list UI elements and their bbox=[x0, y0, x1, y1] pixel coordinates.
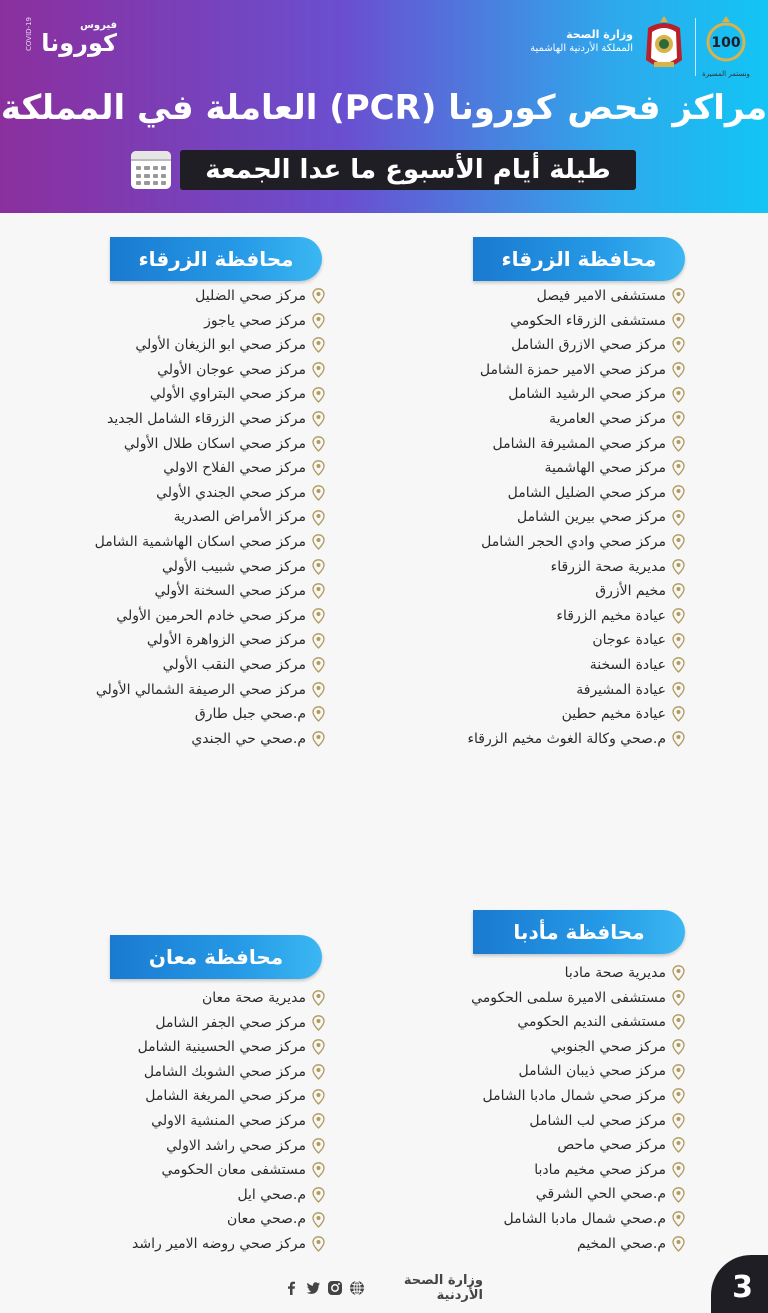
list-item-label: مركز صحي الحسينية الشامل bbox=[137, 1039, 306, 1056]
location-pin-icon bbox=[312, 1015, 325, 1031]
location-pin-icon bbox=[672, 706, 685, 722]
list-item-label: مركز صحي ياجوز bbox=[204, 312, 306, 329]
list-item bbox=[132, 1060, 325, 1085]
page-title: مراكز فحص كورونا (PCR) العاملة في المملكة bbox=[0, 88, 768, 128]
list-item bbox=[467, 309, 685, 334]
list-item bbox=[467, 382, 685, 407]
list-item bbox=[467, 604, 685, 629]
location-pin-icon bbox=[672, 990, 685, 1006]
section-heading-zarqa-1: محافظة الزرقاء bbox=[473, 237, 685, 281]
list-item-label: مستشفى الاميرة سلمى الحكومي bbox=[471, 989, 666, 1006]
location-pin-icon bbox=[312, 534, 325, 550]
location-pin-icon bbox=[672, 436, 685, 452]
list-item-label: مركز صحي ماحص bbox=[557, 1137, 666, 1154]
list-item bbox=[467, 628, 685, 653]
footer bbox=[283, 1273, 483, 1303]
location-pin-icon bbox=[672, 965, 685, 981]
list-item-label: م.صحي وكالة الغوث مخيم الزرقاء bbox=[467, 730, 666, 747]
list-item-label: مركز صحي شبيب الأولي bbox=[161, 558, 306, 575]
list-item-label: مديرية صحة مادبا bbox=[564, 965, 666, 981]
list-item bbox=[471, 1158, 685, 1183]
facebook-icon[interactable] bbox=[283, 1280, 299, 1296]
location-pin-icon bbox=[312, 411, 325, 427]
list-item-label: مركز صحي الشوبك الشامل bbox=[143, 1063, 306, 1080]
list-item-label: مستشفى النديم الحكومي bbox=[517, 1014, 666, 1031]
list-item bbox=[132, 1134, 325, 1159]
ministry-line1: وزارة الصحة bbox=[566, 28, 633, 41]
list-item bbox=[132, 1232, 325, 1257]
list-item bbox=[132, 986, 325, 1011]
location-pin-icon bbox=[672, 1088, 685, 1104]
list-item bbox=[132, 1109, 325, 1134]
list-item-label: م.صحي حي الجندي bbox=[191, 730, 306, 747]
list-item bbox=[467, 653, 685, 678]
location-pin-icon bbox=[672, 559, 685, 575]
list-item-label: مركز صحي مخيم مادبا bbox=[534, 1161, 666, 1178]
list-item bbox=[95, 505, 325, 530]
centennial-logo bbox=[702, 12, 750, 78]
list-item bbox=[467, 579, 685, 604]
ministry-line2: المملكة الأردنية الهاشمية bbox=[530, 43, 633, 54]
location-pin-icon bbox=[672, 1236, 685, 1252]
list-item-label: مستشفى الامير فيصل bbox=[536, 288, 666, 304]
location-pin-icon bbox=[312, 1162, 325, 1178]
brand-big-text: كورونا bbox=[41, 29, 117, 57]
list-item-label: م.صحي ايل bbox=[237, 1186, 306, 1203]
list-item bbox=[467, 358, 685, 383]
list-item bbox=[132, 1011, 325, 1036]
list-item bbox=[95, 678, 325, 703]
list-item bbox=[467, 481, 685, 506]
location-pin-icon bbox=[672, 460, 685, 476]
location-pin-icon bbox=[312, 460, 325, 476]
list-item bbox=[467, 505, 685, 530]
location-pin-icon bbox=[672, 485, 685, 501]
list-item bbox=[467, 555, 685, 580]
location-pin-icon bbox=[312, 485, 325, 501]
footer-text: وزارة الصحة الأردنية bbox=[403, 1273, 483, 1303]
list-item-label: مركز صحي الزرقاء الشامل الجديد bbox=[107, 410, 306, 427]
list-item bbox=[95, 284, 325, 309]
list-item-label: مركز صحي الفلاح الاولي bbox=[163, 460, 306, 477]
list-item bbox=[467, 284, 685, 309]
list-item-label: مركز صحي العامرية bbox=[549, 410, 666, 427]
list-item-label: مركز صحي المريغة الشامل bbox=[145, 1088, 306, 1105]
list-item bbox=[467, 456, 685, 481]
location-pin-icon bbox=[312, 608, 325, 624]
location-pin-icon bbox=[312, 436, 325, 452]
list-item-label: مركز صحي الهاشمية bbox=[544, 460, 666, 477]
list-item-label: مركز صحي الضليل الشامل bbox=[507, 484, 666, 501]
list-item-label: مركز صحي الجنوبي bbox=[550, 1038, 666, 1055]
location-pin-icon bbox=[672, 1039, 685, 1055]
list-item-label: مركز صحي اسكان طلال الأولي bbox=[123, 435, 306, 452]
location-pin-icon bbox=[672, 288, 685, 304]
location-pin-icon bbox=[312, 1138, 325, 1154]
location-pin-icon bbox=[312, 1089, 325, 1105]
list-item bbox=[471, 986, 685, 1011]
location-pin-icon bbox=[312, 559, 325, 575]
list-item bbox=[95, 432, 325, 457]
location-pin-icon bbox=[312, 288, 325, 304]
list-item bbox=[95, 407, 325, 432]
list-item bbox=[132, 1158, 325, 1183]
location-pin-icon bbox=[312, 682, 325, 698]
list-item-label: م.صحي معان bbox=[227, 1211, 306, 1228]
centennial-caption: ونستمر المسيرة bbox=[702, 70, 750, 78]
location-pin-icon bbox=[672, 510, 685, 526]
section-heading-madaba: محافظة مأدبا bbox=[473, 910, 685, 954]
location-pin-icon bbox=[312, 1236, 325, 1252]
list-item-label: مركز صحي ذيبان الشامل bbox=[518, 1063, 666, 1080]
list-item bbox=[467, 702, 685, 727]
list-item bbox=[471, 1207, 685, 1232]
list-item bbox=[467, 432, 685, 457]
location-pin-icon bbox=[672, 1137, 685, 1153]
list-item bbox=[95, 333, 325, 358]
location-pin-icon bbox=[312, 1113, 325, 1129]
location-pin-icon bbox=[672, 1211, 685, 1227]
list-item bbox=[132, 1207, 325, 1232]
list-item-label: مركز صحي السخنة الأولي bbox=[154, 583, 306, 600]
list-item bbox=[95, 579, 325, 604]
list-item bbox=[95, 555, 325, 580]
list-item bbox=[95, 604, 325, 629]
list-item bbox=[471, 1010, 685, 1035]
location-pin-icon bbox=[672, 1064, 685, 1080]
list-item bbox=[471, 1035, 685, 1060]
instagram-icon[interactable] bbox=[327, 1280, 343, 1296]
list-item-label: مركز صحي روضه الامير راشد bbox=[132, 1235, 306, 1252]
location-pin-icon bbox=[672, 534, 685, 550]
list-item-label: مركز صحي الامير حمزة الشامل bbox=[479, 361, 666, 378]
list-item-label: مركز صحي ابو الزيغان الأولي bbox=[135, 337, 306, 354]
list-item-label: م.صحي جبل طارق bbox=[194, 706, 306, 723]
location-pin-icon bbox=[672, 387, 685, 403]
list-item bbox=[132, 1183, 325, 1208]
location-pin-icon bbox=[672, 682, 685, 698]
location-pin-icon bbox=[672, 337, 685, 353]
list-item-label: مركز صحي الجندي الأولي bbox=[156, 484, 306, 501]
header-banner bbox=[0, 0, 768, 213]
list-item bbox=[132, 1035, 325, 1060]
brand-covid-text: COVID-19 bbox=[24, 17, 33, 51]
list-item-label: مركز صحي الزواهرة الأولي bbox=[146, 632, 306, 649]
location-pin-icon bbox=[312, 583, 325, 599]
list-item bbox=[95, 358, 325, 383]
location-pin-icon bbox=[312, 990, 325, 1006]
ministry-name bbox=[530, 28, 633, 54]
list-item bbox=[471, 1232, 685, 1257]
list-item-label: مركز صحي راشد الاولي bbox=[166, 1137, 306, 1154]
list-item-label: م.صحي المخيم bbox=[577, 1235, 666, 1252]
location-pin-icon bbox=[672, 1187, 685, 1203]
list-item-label: مركز صحي المشيرفة الشامل bbox=[492, 435, 666, 452]
list-item-label: م.صحي شمال مادبا الشامل bbox=[503, 1210, 666, 1227]
twitter-icon[interactable] bbox=[305, 1280, 321, 1296]
list-item-label: عيادة مخيم حطين bbox=[561, 706, 666, 723]
location-pin-icon bbox=[312, 387, 325, 403]
list-item-label: عيادة عوجان bbox=[592, 632, 666, 649]
location-pin-icon bbox=[672, 1014, 685, 1030]
list-item-label: مركز صحي عوجان الأولي bbox=[157, 361, 306, 378]
list-item bbox=[95, 481, 325, 506]
location-pin-icon bbox=[312, 313, 325, 329]
list-item-label: م.صحي الحي الشرقي bbox=[535, 1186, 666, 1203]
list-item bbox=[95, 653, 325, 678]
list-item-label: مركز صحي بيرين الشامل bbox=[517, 509, 666, 526]
jordan-emblem-icon bbox=[642, 14, 686, 76]
list-item-label: مستشفى الزرقاء الحكومي bbox=[510, 312, 666, 329]
location-pin-icon bbox=[672, 1162, 685, 1178]
list-item-label: مركز صحي لب الشامل bbox=[529, 1112, 666, 1129]
location-pin-icon bbox=[312, 1039, 325, 1055]
globe-icon[interactable] bbox=[349, 1280, 365, 1296]
calendar-icon bbox=[131, 151, 171, 189]
list-item bbox=[95, 530, 325, 555]
list-item-label: مركز صحي الجفر الشامل bbox=[155, 1014, 306, 1031]
list-item bbox=[467, 727, 685, 752]
location-pin-icon bbox=[312, 706, 325, 722]
list-item-label: مركز صحي الرصيفة الشمالي الأولي bbox=[95, 681, 306, 698]
location-pin-icon bbox=[672, 657, 685, 673]
list-item bbox=[467, 407, 685, 432]
list-item bbox=[95, 382, 325, 407]
location-pin-icon bbox=[312, 731, 325, 747]
brand-small-text: فيروس bbox=[80, 20, 117, 31]
section-heading-maan: محافظة معان bbox=[110, 935, 322, 979]
location-pin-icon bbox=[312, 510, 325, 526]
location-pin-icon bbox=[672, 731, 685, 747]
list-item bbox=[467, 678, 685, 703]
list-item bbox=[95, 309, 325, 334]
list-item bbox=[95, 727, 325, 752]
location-pin-icon bbox=[312, 1064, 325, 1080]
list-item bbox=[471, 1133, 685, 1158]
center-list-maan bbox=[132, 986, 325, 1257]
page-subtitle: طيلة أيام الأسبوع ما عدا الجمعة bbox=[180, 150, 636, 190]
location-pin-icon bbox=[672, 633, 685, 649]
location-pin-icon bbox=[312, 1187, 325, 1203]
list-item-label: مركز الأمراض الصدرية bbox=[173, 509, 306, 526]
list-item-label: مركز صحي النقب الأولي bbox=[162, 656, 306, 673]
page-number: 3 bbox=[711, 1255, 768, 1313]
list-item bbox=[471, 1182, 685, 1207]
list-item-label: مركز صحي الازرق الشامل bbox=[511, 337, 666, 354]
list-item-label: عيادة السخنة bbox=[589, 656, 666, 673]
list-item bbox=[132, 1084, 325, 1109]
list-item-label: مركز صحي خادم الحرمين الأولي bbox=[116, 607, 306, 624]
list-item-label: عيادة مخيم الزرقاء bbox=[556, 607, 666, 624]
location-pin-icon bbox=[312, 337, 325, 353]
centennial-number: 100 bbox=[711, 35, 741, 51]
list-item bbox=[471, 961, 685, 986]
list-item-label: مركز صحي وادي الحجر الشامل bbox=[481, 533, 666, 550]
header-divider bbox=[695, 18, 696, 76]
center-list-zarqa-2 bbox=[95, 284, 325, 751]
list-item-label: مركز صحي اسكان الهاشمية الشامل bbox=[94, 533, 306, 550]
location-pin-icon bbox=[312, 362, 325, 378]
location-pin-icon bbox=[672, 608, 685, 624]
location-pin-icon bbox=[312, 1212, 325, 1228]
list-item-label: مديرية صحة معان bbox=[201, 990, 306, 1006]
list-item bbox=[467, 333, 685, 358]
location-pin-icon bbox=[672, 583, 685, 599]
list-item-label: مركز صحي البتراوي الأولي bbox=[149, 386, 306, 403]
corona-logo bbox=[22, 17, 117, 57]
center-list-madaba bbox=[471, 961, 685, 1256]
location-pin-icon bbox=[312, 657, 325, 673]
location-pin-icon bbox=[672, 313, 685, 329]
list-item-label: مركز صحي شمال مادبا الشامل bbox=[482, 1087, 666, 1104]
list-item-label: مركز صحي الضليل bbox=[195, 288, 306, 304]
list-item bbox=[471, 1109, 685, 1134]
location-pin-icon bbox=[672, 362, 685, 378]
list-item-label: مخيم الأزرق bbox=[595, 583, 666, 600]
list-item bbox=[95, 702, 325, 727]
list-item bbox=[471, 1059, 685, 1084]
list-item bbox=[467, 530, 685, 555]
list-item bbox=[95, 456, 325, 481]
list-item-label: مركز صحي المنشية الاولي bbox=[151, 1112, 306, 1129]
location-pin-icon bbox=[312, 633, 325, 649]
list-item-label: مديرية صحة الزرقاء bbox=[550, 558, 666, 575]
list-item bbox=[95, 628, 325, 653]
location-pin-icon bbox=[672, 411, 685, 427]
list-item-label: مستشفى معان الحكومي bbox=[161, 1162, 306, 1179]
list-item-label: مركز صحي الرشيد الشامل bbox=[508, 386, 666, 403]
list-item-label: عيادة المشيرفة bbox=[576, 681, 666, 698]
center-list-zarqa-1 bbox=[467, 284, 685, 751]
location-pin-icon bbox=[672, 1113, 685, 1129]
list-item bbox=[471, 1084, 685, 1109]
section-heading-zarqa-2: محافظة الزرقاء bbox=[110, 237, 322, 281]
